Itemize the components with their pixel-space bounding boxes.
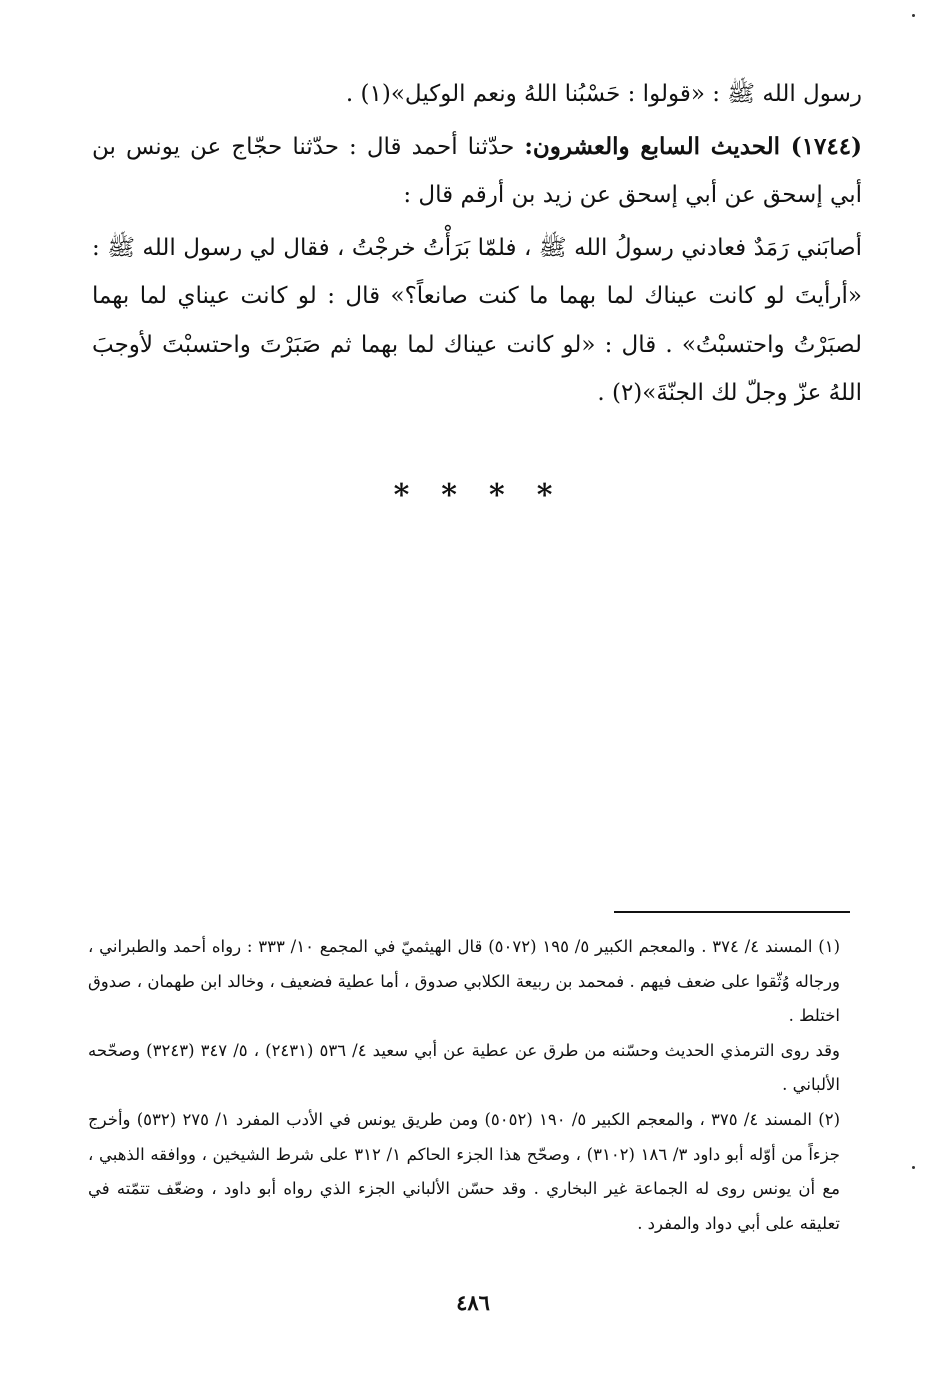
continuation-paragraph: رسول الله ﷺ : «قولوا : حَسْبُنا اللهُ ونعم الوكيل»(١) . [345,81,862,107]
footnote-1: (١) المسند ٤/ ٣٧٤ . والمعجم الكبير ٥/ ١٩٥ (٥٠٧٢) قال الهيثميّ في المجمع ١٠/ ٣٣٣ : رواه أحمد والطبراني ، ورجاله وُثّقوا على ضعف فيهم . فمحمد بن ربيعة الكلابي صدوق ، أما عطية فضعيف ، وخالد ابن طهمان ، صدوق اختلط . [88,937,841,1026]
scan-speck [912,14,915,17]
footnotes-block [88,930,840,1241]
page-number: ٤٨٦ [456,1290,490,1315]
hadith-isnad: حدّثنا أحمد قال : حدّثنا حجّاج عن يونس بن أبي إسحق عن أبي إسحق عن زيد بن أرقم قال : [92,133,862,208]
footnote-2: (٢) المسند ٤/ ٣٧٥ ، والمعجم الكبير ٥/ ١٩٠ (٥٠٥٢) ومن طريق يونس في الأدب المفرد ١/ ٢٧٥ (٥٣٢) وأخرج جزءاً من أوّله أبو داود ٣/ ١٨٦ (٣١٠٢) ، وصحّح هذا الجزء الحاكم ١/ ٣١٢ على شرط الشيخين ، ووافقه الذهبي ، مع أن يونس روى له الجماعة غير البخاري . وقد حسّن الألباني الجزء الذي رواه أبو داود ، وضعّف تتمّته في تعليقه على أبي دواد والمفرد . [88,1109,840,1233]
separator-star: * [489,478,505,513]
footnote-divider [614,911,850,913]
scan-speck [912,1166,915,1169]
hadith-paragraph [92,123,862,220]
separator-star: * [441,478,457,513]
separator-star: * [536,478,553,513]
footnote-1-continuation: وقد روى الترمذي الحديث وحسّنه من طرق عن عطية عن أبي سعيد ٤/ ٥٣٦ (٢٤٣١) ، ٥/ ٣٤٧ (٣٢٤٣) وصحّحه الألباني . [88,1040,841,1095]
separator-star: * [393,478,410,513]
hadith-body-paragraph: أصابَني رَمَدٌ فعادني رسولُ الله ﷺ ، فلمّا بَرَأْتُ خرجْتُ ، فقال لي رسول الله ﷺ : «أرأيتَ لو كانت عيناك لما بهما ما كنت صانعاً؟» قال : لو كانت عيناي لما بهما لصبَرْتُ واحتسبْتُ» . قال : «لو كانت عيناك لما بهما ثم صَبَرْتَ واحتسبْتَ لأوجبَ اللهُ عزّ وجلّ لك الجنّةَ»(٢) . [92,234,862,406]
main-text-block [92,70,862,418]
hadith-heading: (١٧٤٤) الحديث السابع والعشرون: [524,132,862,160]
section-separator [0,478,946,513]
